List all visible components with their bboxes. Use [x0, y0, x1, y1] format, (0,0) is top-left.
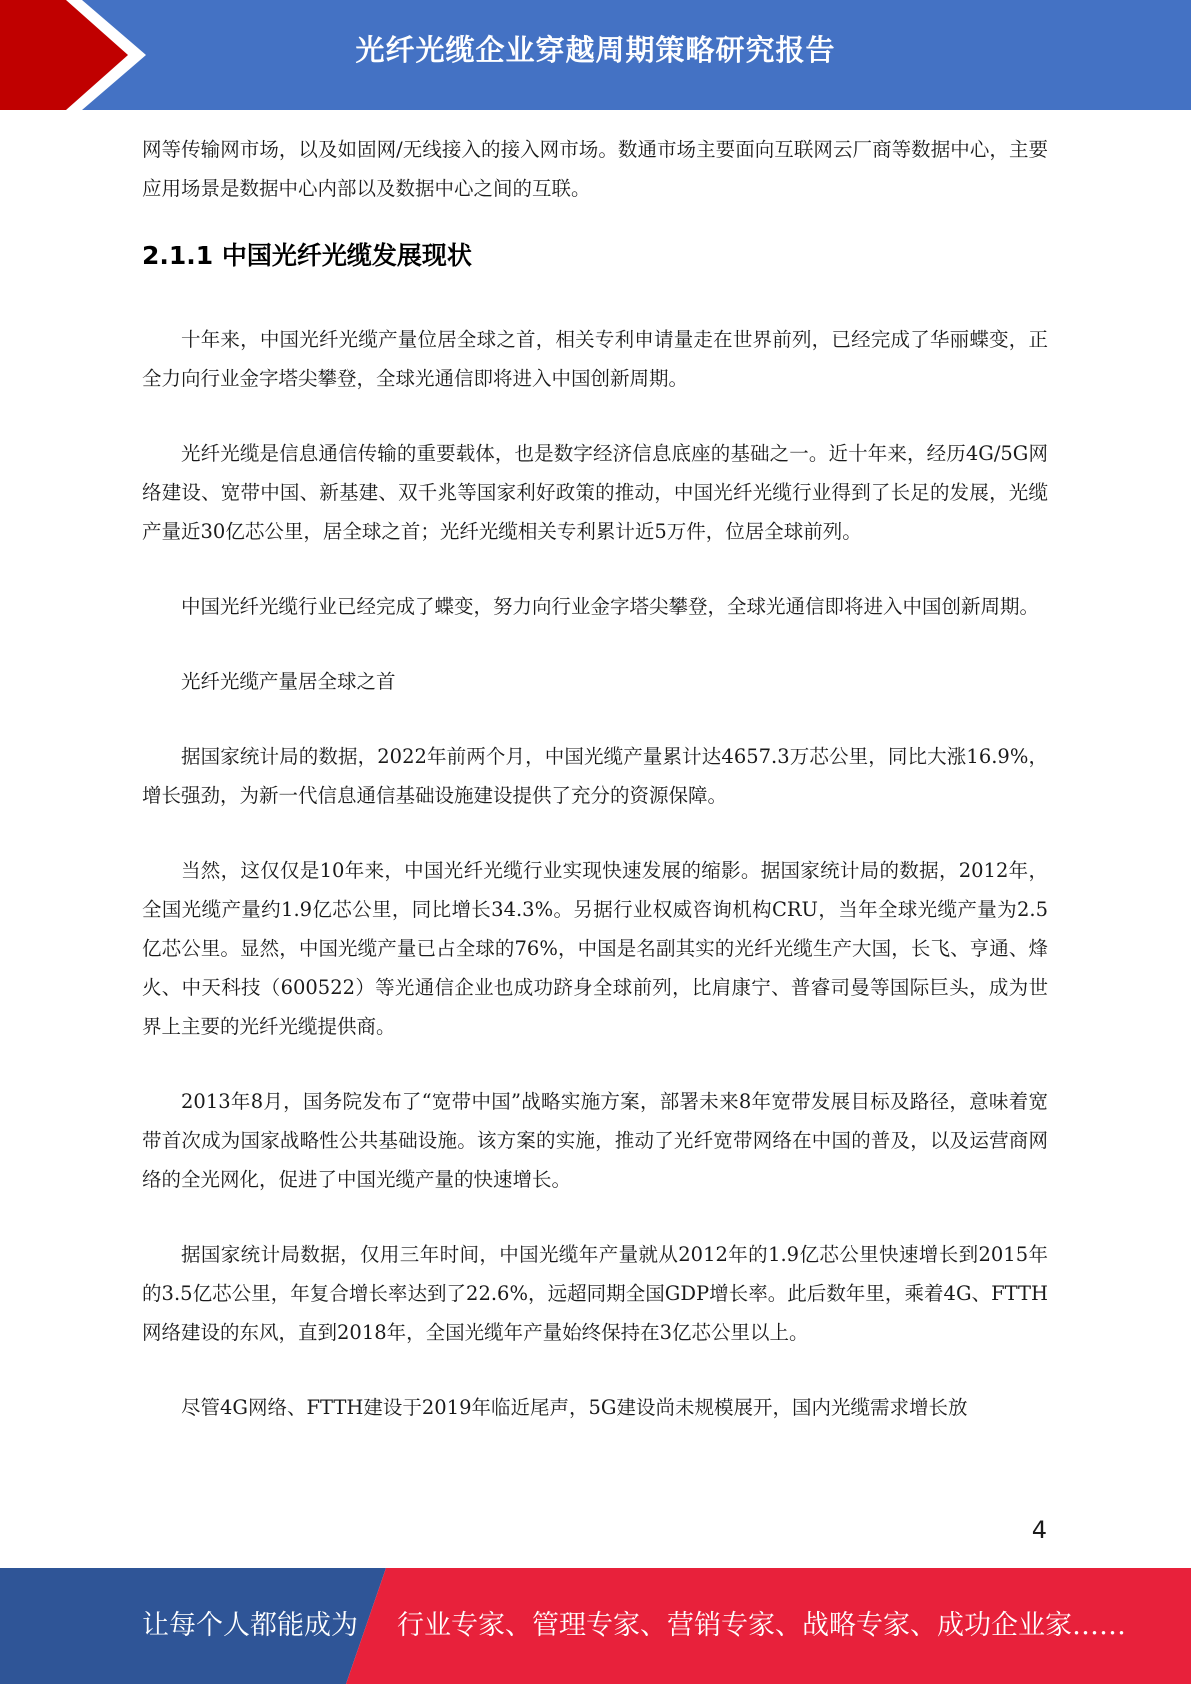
report-title: 光纤光缆企业穿越周期策略研究报告 [355, 33, 836, 67]
subheading-paragraph: 光纤光缆产量居全球之首 [181, 670, 396, 693]
body-paragraph-3: 中国光纤光缆行业已经完成了蝶变，努力向行业金字塔尖攀登，全球光通信即将进入中国创新周期。 [181, 595, 1040, 618]
footer-slogan-left: 让每个人都能成为 [142, 1610, 358, 1641]
page-footer [0, 1568, 1191, 1684]
body-paragraph-8: 据国家统计局数据，仅用三年时间，中国光缆年产量就从2012年的1.9亿芯公里快速增长到2015年的3.5亿芯公里，年复合增长率达到了22.6%，远超同期全国GDP增长率。此后数年里，乘着4G、FTTH网络建设的东风，直到2018年，全国光缆年产量始终保持在3亿芯公里以上。 [142, 1243, 1048, 1344]
page-header [0, 0, 1191, 110]
body-paragraph-2: 光纤光缆是信息通信传输的重要载体，也是数字经济信息底座的基础之一。近十年来，经历4G/5G网络建设、宽带中国、新基建、双千兆等国家利好政策的推动，中国光纤光缆行业得到了长足的发展，光缆产量近30亿芯公里，居全球之首；光纤光缆相关专利累计近5万件，位居全球前列。 [142, 442, 1048, 543]
page-body [142, 130, 1048, 1427]
body-paragraph-1: 十年来，中国光纤光缆产量位居全球之首，相关专利申请量走在世界前列，已经完成了华丽蝶变，正全力向行业金字塔尖攀登，全球光通信即将进入中国创新周期。 [142, 328, 1048, 390]
body-paragraph-9: 尽管4G网络、FTTH建设于2019年临近尾声，5G建设尚未规模展开，国内光缆需求增长放 [181, 1396, 968, 1419]
body-paragraph-5: 据国家统计局的数据，2022年前两个月，中国光缆产量累计达4657.3万芯公里，同比大涨16.9%，增长强劲，为新一代信息通信基础设施建设提供了充分的资源保障。 [142, 745, 1048, 807]
intro-paragraph: 网等传输网市场，以及如固网/无线接入的接入网市场。数通市场主要面向互联网云厂商等数据中心，主要应用场景是数据中心内部以及数据中心之间的互联。 [142, 138, 1048, 200]
footer-slogan-right: 行业专家、管理专家、营销专家、战略专家、成功企业家…… [397, 1610, 1126, 1641]
body-paragraph-7: 2013年8月，国务院发布了“宽带中国”战略实施方案，部署未来8年宽带发展目标及路径，意味着宽带首次成为国家战略性公共基础设施。该方案的实施，推动了光纤宽带网络在中国的普及，以及运营商网络的全光网化，促进了中国光缆产量的快速增长。 [142, 1090, 1048, 1191]
page-number: 4 [1031, 1516, 1047, 1544]
body-paragraph-6: 当然，这仅仅是10年来，中国光纤光缆行业实现快速发展的缩影。据国家统计局的数据，2012年，全国光缆产量约1.9亿芯公里，同比增长34.3%。另据行业权威咨询机构CRU，当年全球光缆产量为2.5亿芯公里。显然，中国光缆产量已占全球的76%，中国是名副其实的光纤光缆生产大国，长飞、亨通、烽火、中天科技（600522）等光通信企业也成功跻身全球前列，比肩康宁、普睿司曼等国际巨头，成为世界上主要的光纤光缆提供商。 [142, 859, 1048, 1038]
section-heading: 2.1.1 中国光纤光缆发展现状 [142, 241, 472, 270]
